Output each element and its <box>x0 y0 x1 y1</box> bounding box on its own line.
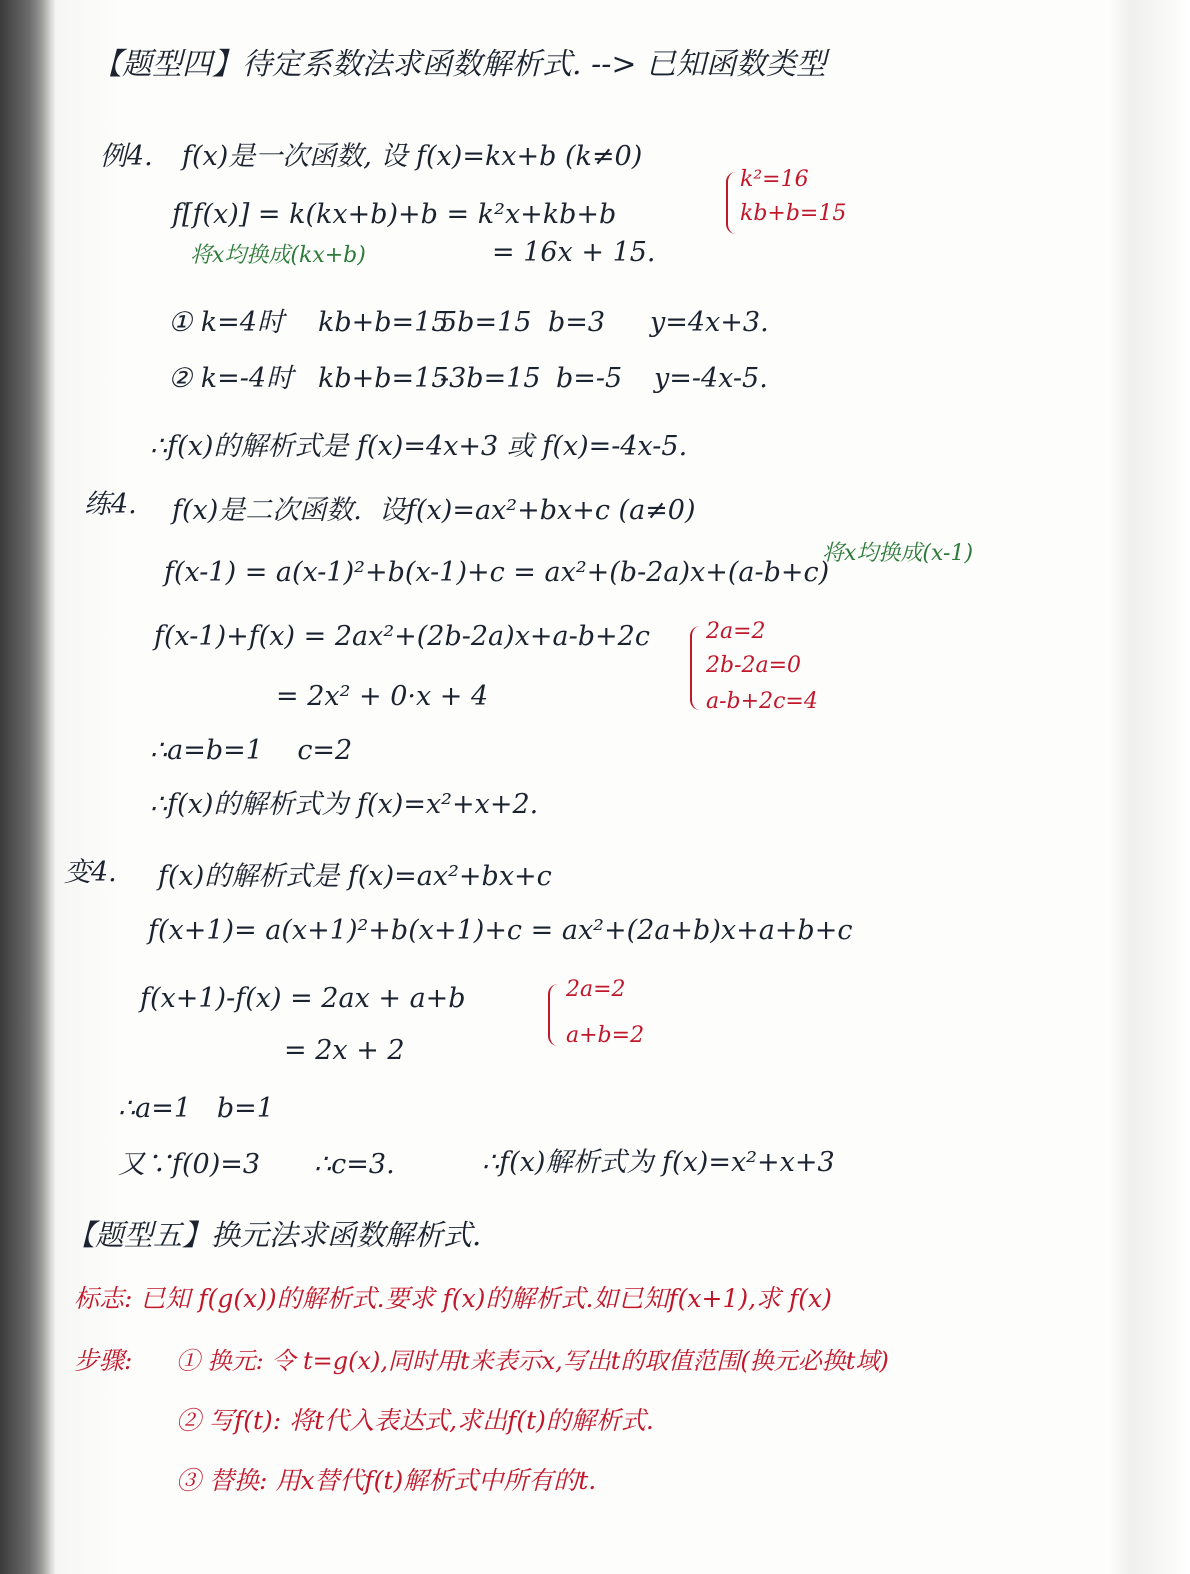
variant4-line6c: ∴f(x)解析式为 f(x)=x²+x+3 <box>482 1147 835 1178</box>
practice4-system-brace <box>690 626 702 710</box>
example4-line1: f(x)是一次函数, 设 f(x)=kx+b (k≠0) <box>182 141 643 172</box>
practice4-line6: ∴f(x)的解析式为 f(x)=x²+x+2. <box>150 789 539 820</box>
variant4-line5: ∴a=1 b=1 <box>118 1093 274 1124</box>
example4-case1-solve: 5b=15 <box>440 307 532 338</box>
variant4-system-eq1: 2a=2 <box>566 977 626 1002</box>
section5-sign: 标志: 已知 f(g(x))的解析式.要求 f(x)的解析式.如已知f(x+1),求 f(x) <box>74 1284 832 1313</box>
example4-case1-eq: kb+b=15 <box>318 307 449 338</box>
example4-label: 例4. <box>100 141 153 172</box>
notebook-binding <box>0 0 52 1574</box>
example4-case2-eq: kb+b=15 <box>318 363 449 394</box>
practice4-line5: ∴a=b=1 c=2 <box>150 735 353 766</box>
example4-system-eq1: k²=16 <box>740 167 809 192</box>
variant4-line4: = 2x + 2 <box>284 1035 405 1066</box>
section5-step2: ② 写f(t): 将t代入表达式,求出f(t)的解析式. <box>176 1406 654 1435</box>
example4-conclusion: ∴f(x)的解析式是 f(x)=4x+3 或 f(x)=-4x-5. <box>150 431 688 462</box>
example4-note: 将x均换成(kx+b) <box>190 243 366 268</box>
variant4-line3: f(x+1)-f(x) = 2ax + a+b <box>140 983 466 1014</box>
practice4-note: 将x均换成(x-1) <box>822 541 974 566</box>
variant4-line6b: ∴c=3. <box>314 1149 395 1180</box>
example4-case2-result: y=-4x-5. <box>654 363 768 394</box>
practice4-system-eq1: 2a=2 <box>706 619 766 644</box>
variant4-line2: f(x+1)= a(x+1)²+b(x+1)+c = ax²+(2a+b)x+a+b+c <box>148 915 853 946</box>
practice4-line4: = 2x² + 0·x + 4 <box>276 681 489 712</box>
example4-case1-cond: ① k=4时 <box>168 307 284 338</box>
example4-case2-b: b=-5 <box>556 363 623 394</box>
example4-case1-result: y=4x+3. <box>650 307 769 338</box>
example4-system-brace <box>726 172 738 234</box>
section5-step1: ① 换元: 令 t=g(x),同时用t来表示x,写出t的取值范围(换元必换t域) <box>176 1347 889 1375</box>
practice4-label: 练4. <box>84 489 137 520</box>
section5-step3: ③ 替换: 用x替代f(t)解析式中所有的t. <box>176 1466 597 1495</box>
example4-line2: f[f(x)] = k(kx+b)+b = k²x+kb+b <box>172 199 617 230</box>
example4-system-eq2: kb+b=15 <box>740 201 847 226</box>
variant4-system-eq2: a+b=2 <box>566 1023 645 1048</box>
example4-line3: = 16x + 15. <box>492 237 656 268</box>
practice4-system-eq2: 2b-2a=0 <box>706 653 802 678</box>
variant4-line1: f(x)的解析式是 f(x)=ax²+bx+c <box>158 861 552 892</box>
section5-title: 【题型五】换元法求函数解析式. <box>66 1218 482 1252</box>
section4-title: 【题型四】待定系数法求函数解析式. --> 已知函数类型 <box>92 47 827 82</box>
variant4-system-brace <box>548 984 560 1046</box>
practice4-line3: f(x-1)+f(x) = 2ax²+(2b-2a)x+a-b+2c <box>154 621 650 652</box>
example4-case2-cond: ② k=-4时 <box>168 363 294 394</box>
practice4-line1: f(x)是二次函数. 设f(x)=ax²+bx+c (a≠0) <box>172 495 696 526</box>
example4-case1-b: b=3 <box>548 307 606 338</box>
variant4-line6a: 又∵f(0)=3 <box>118 1149 261 1180</box>
practice4-system-eq3: a-b+2c=4 <box>706 689 818 714</box>
section5-steps-label: 步骤: <box>74 1346 133 1375</box>
example4-case2-solve: -3b=15 <box>440 363 541 394</box>
variant4-label: 变4. <box>64 857 117 888</box>
practice4-line2: f(x-1) = a(x-1)²+b(x-1)+c = ax²+(b-2a)x+(a-b+c) <box>164 557 830 588</box>
